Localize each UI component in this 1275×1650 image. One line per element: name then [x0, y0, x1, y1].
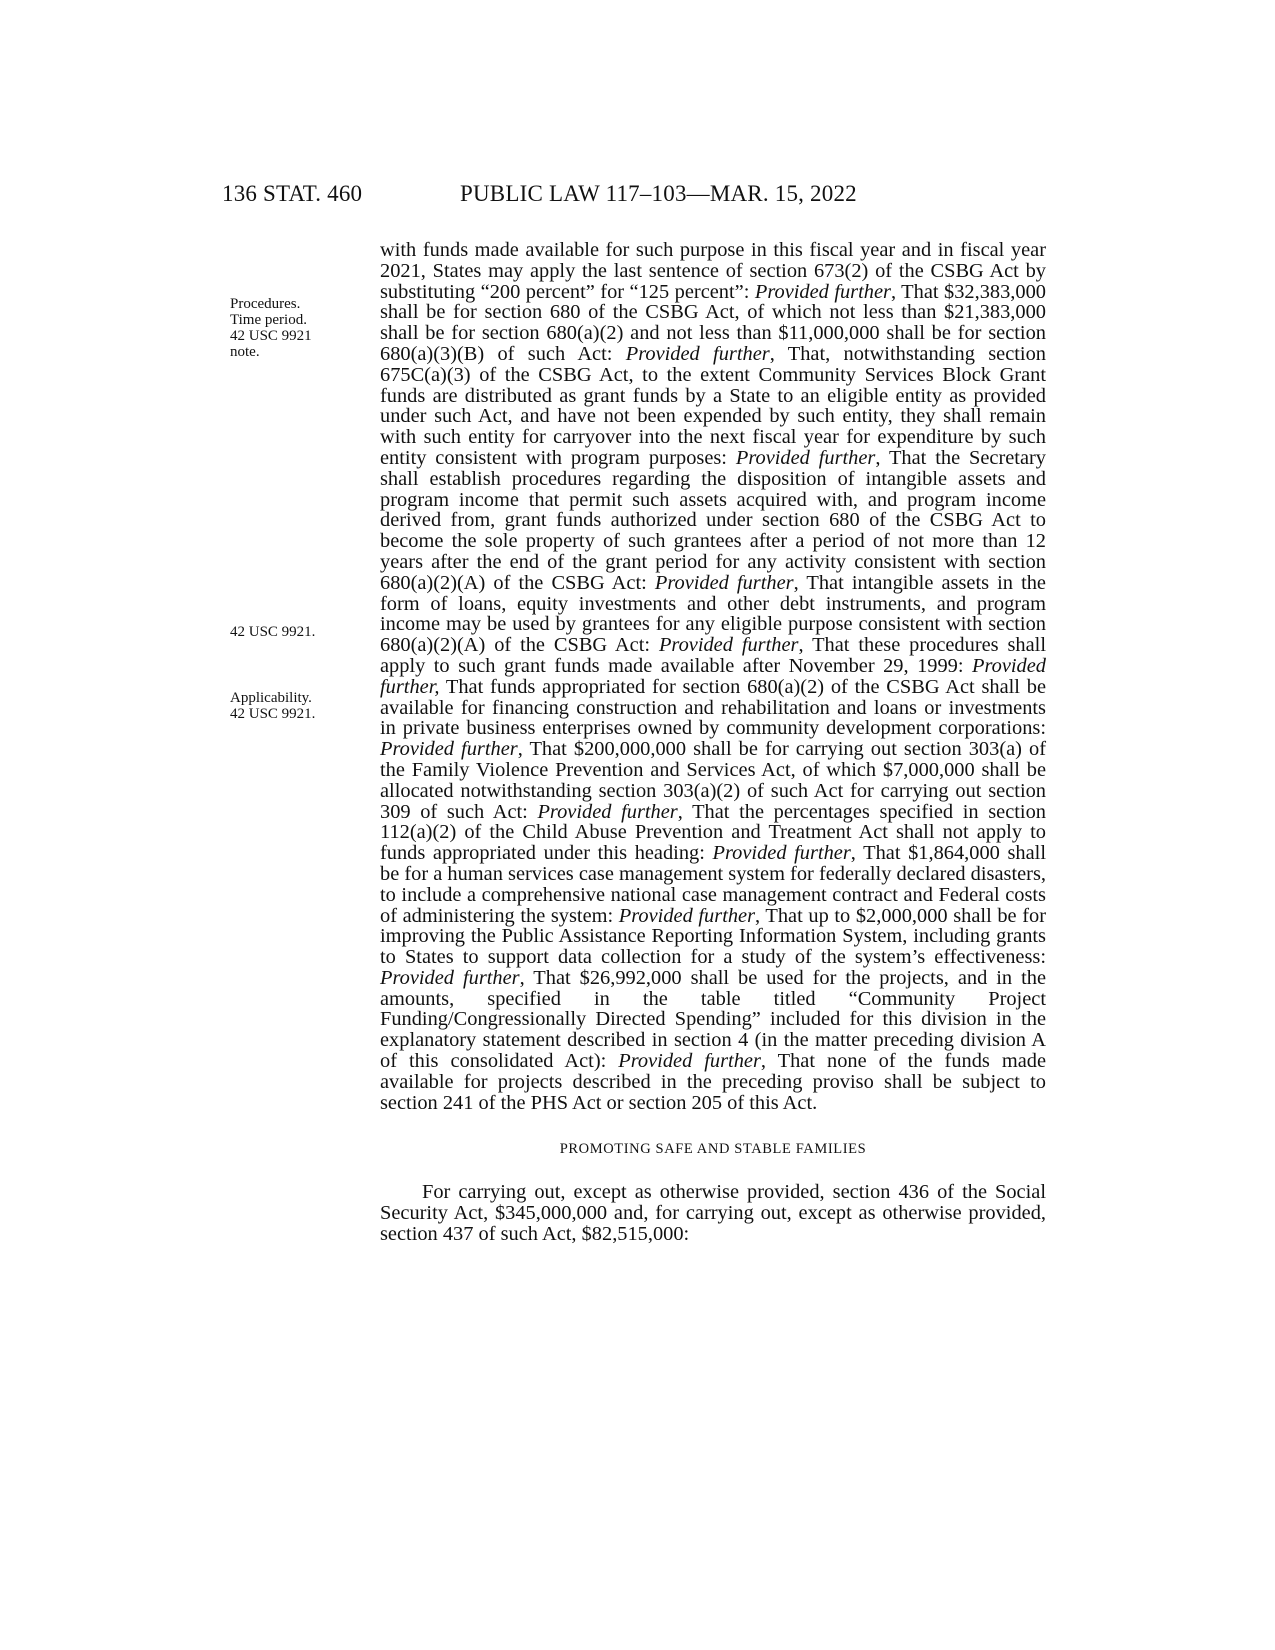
side-note-usc: 42 USC 9921. [230, 624, 316, 640]
running-header: PUBLIC LAW 117–103—MAR. 15, 2022 [460, 181, 857, 206]
page-citation: 136 STAT. 460 [222, 181, 363, 206]
side-note-applicability: Applicability. 42 USC 9921. [230, 690, 316, 722]
body-text [380, 240, 1046, 1245]
paragraph-provisos: with funds made available for such purpose in this fiscal year and in fiscal year 2021, States may apply the last sentence of section 673(2) of the CSBG Act by substituting “200 percent” for “125 percent”: Provided further, That $32,383,000 shall be for section 680 of the CSBG Act, of which not less than $21,383,000 shall be for section 680(a)(2) and not less than $11,000,000 shall be for section 680(a)(3)(B) of such Act: Provided further, That, notwithstanding section 675C(a)(3) of the CSBG Act, to the extent Community Services Block Grant funds are distributed as grant funds by a State to an eligible entity as provided under such Act, and have not been expended by such entity, they shall remain with such entity for carryover into the next fiscal year for expenditure by such entity consistent with program purposes: Provided further, That the Secretary shall establish procedures regarding the disposition of intangible assets and program income that permit such assets acquired with, and program income derived from, grant funds authorized under section 680 of the CSBG Act to become the sole property of such grantees after a period of not more than 12 years after the end of the grant period for any activity consistent with section 680(a)(2)(A) of the CSBG Act: Provided further, That intangible assets in the form of loans, equity investments and other debt instruments, and program income may be used by grantees for any eligible purpose consistent with section 680(a)(2)(A) of the CSBG Act: Provided further, That these procedures shall apply to such grant funds made available after November 29, 1999: Provided further, That funds appropriated for section 680(a)(2) of the CSBG Act shall be available for financing construction and rehabilitation and loans or investments in private business enterprises owned by community development corporations: Provided further, That $200,000,000 shall be for carrying out section 303(a) of the Family Violence Prevention and Services Act, of which $7,000,000 shall be allocated notwithstanding section 303(a)(2) of such Act for carrying out section 309 of such Act: Provided further, That the percentages specified in section 112(a)(2) of the Child Abuse Prevention and Treatment Act shall not apply to funds appropriated under this heading: Provided further, That $1,864,000 shall be for a human services case management system for federally declared disasters, to include a comprehensive national case management contract and Federal costs of administering the system: Provided further, That up to $2,000,000 shall be for improving the Public Assistance Reporting Information System, including grants to States to support data collection for a study of the system’s effectiveness: Provided further, That $26,992,000 shall be used for the projects, and in the amounts, specified in the table titled “Community Project Funding/Congressionally Directed Spending” included for this division in the explanatory statement described in section 4 (in the matter preceding division A of this consolidated Act): Provided further, That none of the funds made available for projects described in the preceding proviso shall be subject to section 241 of the PHS Act or section 205 of this Act. [380, 239, 1047, 1114]
side-note-procedures: Procedures. Time period. 42 USC 9921 note. [230, 296, 312, 360]
paragraph-safe-stable-families: For carrying out, except as otherwise provided, section 436 of the Social Security Act, $345,000,000 and, for carrying out, except as otherwise provided, section 437 of such Act, $82,515,000: [380, 1181, 1046, 1245]
section-heading: PROMOTING SAFE AND STABLE FAMILIES [559, 1141, 867, 1158]
